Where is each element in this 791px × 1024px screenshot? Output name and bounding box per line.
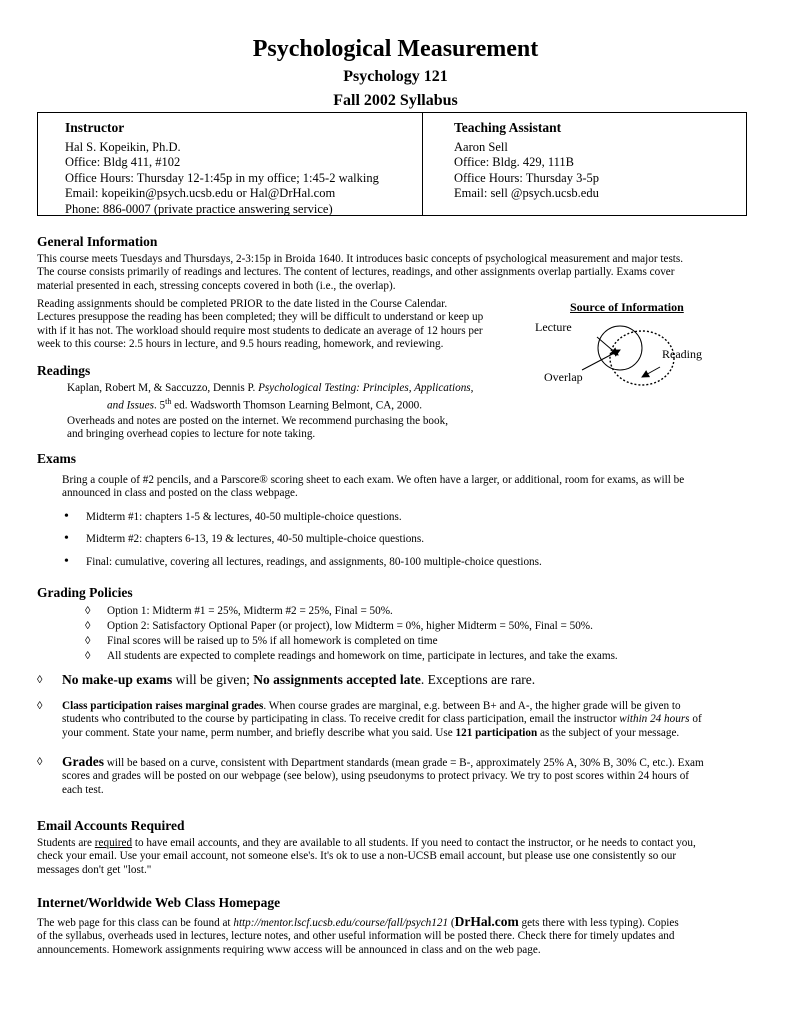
- grades-bold: Grades: [62, 754, 104, 769]
- email-text: Students are: [37, 837, 95, 849]
- citation-sup: th: [165, 397, 172, 407]
- citation-publisher: ed. Wadsworth Thomson Learning Belmont, CA, 2000.: [171, 400, 423, 413]
- ta-email: Email: sell @psych.ucsb.edu: [454, 186, 599, 201]
- grading-option: [85, 635, 438, 648]
- participation-text: your comment. State your name, perm number, and briefly describe what you said. Use: [62, 726, 456, 739]
- drhal-link[interactable]: DrHal.com: [454, 914, 519, 929]
- bullet-icon: •: [64, 531, 69, 546]
- grades-policy: [62, 755, 704, 797]
- figure-label-overlap: Overlap: [544, 370, 583, 384]
- web-text: (: [448, 917, 455, 929]
- diamond-icon: ◊: [37, 700, 43, 712]
- general-p2-line: week to this course: 2.5 hours in lecture, and 9.5 hours reading, homework, and reviewing.: [37, 338, 444, 351]
- diamond-icon: ◊: [85, 635, 91, 647]
- diamond-icon: ◊: [37, 756, 43, 768]
- exam-item: [64, 531, 425, 546]
- lecture-circle: [598, 326, 642, 370]
- general-paragraph-2: [37, 298, 483, 352]
- diamond-icon: ◊: [85, 620, 91, 632]
- general-heading: General Information: [37, 234, 158, 249]
- term-label: Fall 2002 Syllabus: [333, 92, 458, 109]
- overlap-arrow: [582, 350, 620, 370]
- ta-name: Aaron Sell: [454, 139, 508, 154]
- contact-box: [37, 112, 747, 216]
- email-heading: Email Accounts Required: [37, 818, 185, 833]
- readings-note-line: and bringing overhead copies to lecture for note taking.: [67, 428, 316, 441]
- web-paragraph: [37, 915, 679, 957]
- ta-column: [454, 120, 599, 202]
- instructor-office: Office: Bldg 411, #102: [65, 155, 181, 170]
- instructor-email: Email: kopeikin@psych.ucsb.edu or Hal@DrHal.com: [65, 186, 336, 201]
- ta-hours: Office Hours: Thursday 3-5p: [454, 170, 599, 185]
- makeup-policy: [62, 672, 535, 688]
- grading-option-text: Option 1: Midterm #1 = 25%, Midterm #2 = 25%, Final = 50%.: [107, 605, 393, 617]
- citation-title-cont: and Issues: [107, 400, 154, 413]
- readings-note: [67, 415, 448, 442]
- citation-authors: Kaplan, Robert M, & Saccuzzo, Dennis P.: [67, 382, 259, 394]
- instructor-column: [65, 120, 379, 218]
- instructor-heading: Instructor: [65, 120, 125, 135]
- exams-heading: Exams: [37, 451, 77, 466]
- participation-policy: [62, 700, 702, 740]
- contact-divider: [422, 113, 423, 215]
- exams-intro-line: Bring a couple of #2 pencils, and a Parscore® scoring sheet to each exam. We often have a larger, or additional, room for exams, as will be: [62, 474, 685, 486]
- exam-item-text: Midterm #2: chapters 6-13, 19 & lectures, 40-50 multiple-choice questions.: [86, 533, 425, 545]
- citation-edition: . 5: [153, 400, 166, 413]
- grading-option: [85, 620, 593, 633]
- grading-option: [85, 605, 393, 618]
- participation-text: students who contributed to the course by participating in class. To receive credit for class participation, email the instructor: [62, 713, 620, 726]
- exams-intro: [62, 474, 684, 501]
- email-text: messages don't get "lost.": [37, 863, 152, 876]
- readings-note-line: Overheads and notes are posted on the internet. We recommend purchasing the book,: [67, 415, 449, 427]
- exam-item-text: Midterm #1: chapters 1-5 & lectures, 40-50 multiple-choice questions.: [86, 511, 402, 523]
- general-p2-line: Reading assignments should be completed PRIOR to the date listed in the Course Calendar.: [37, 298, 448, 310]
- exam-item-text: Final: cumulative, covering all lectures, readings, and assignments, 80-100 multiple-choice questions.: [86, 556, 542, 568]
- figure-label-reading: Reading: [662, 347, 702, 361]
- makeup-text: will be given;: [172, 672, 254, 687]
- participation-italic: within 24 hours: [619, 713, 690, 726]
- participation-subject: 121 participation: [455, 726, 538, 739]
- email-underline: required: [94, 837, 133, 849]
- figure-label-lecture: Lecture: [535, 320, 572, 334]
- web-text: announcements. Homework assignments requiring www access will be announced in class and on the web page.: [37, 943, 541, 956]
- course-url-link[interactable]: http://mentor.lscf.ucsb.edu/course/fall/psych121: [233, 917, 449, 929]
- grades-text: will be based on a curve, consistent with Department standards (mean grade = B-, approximately 25% A, 30% B, 30% C, etc.). Exam: [104, 757, 704, 769]
- grading-option: [85, 650, 618, 663]
- participation-text: as the subject of your message.: [537, 726, 680, 739]
- email-paragraph: [37, 837, 696, 877]
- citation-title: Psychological Testing: Principles, Applications,: [258, 382, 474, 394]
- general-p2-line: with if it has not. The workload should require most students to dedicate an average of 12 hours per: [37, 324, 483, 337]
- email-text: to have email accounts, and they are available to all students. If you need to contact the instructor, or he needs to contact you,: [132, 837, 696, 849]
- readings-citation: [67, 382, 473, 414]
- diamond-icon: ◊: [85, 650, 91, 662]
- web-text: The web page for this class can be found at: [37, 917, 234, 929]
- figure-title: Source of Information: [570, 300, 684, 314]
- instructor-hours: Office Hours: Thursday 12-1:45p in my office; 1:45-2 walking: [65, 170, 379, 185]
- participation-text: of: [689, 713, 702, 726]
- reading-arrow: [642, 367, 660, 377]
- participation-bold: Class participation raises marginal grades: [62, 700, 264, 712]
- participation-text: . When course grades are marginal, e.g. between B+ and A-, the higher grade will be given to: [263, 700, 681, 712]
- page-title: Psychological Measurement: [252, 36, 539, 62]
- grading-option-text: All students are expected to complete readings and homework on time, participate in lectures, and take the exams.: [107, 650, 618, 662]
- general-p2-line: Lectures presuppose the reading has been completed; they will be difficult to understand or keep up: [37, 311, 484, 324]
- grades-text: scores and grades will be posted on our webpage (see below), using pseudonyms to protect privacy. We try to post scores within 24 hours of: [62, 770, 690, 783]
- email-text: check your email. Use your email account, not someone else's. It's ok to use a non-UCSB email account, but please use one consistently so our: [37, 850, 677, 863]
- instructor-name: Hal S. Kopeikin, Ph.D.: [65, 139, 181, 154]
- web-heading: Internet/Worldwide Web Class Homepage: [37, 895, 281, 910]
- web-text: gets there with less typing). Copies: [518, 917, 679, 929]
- exam-item: [64, 554, 542, 569]
- ta-office: Office: Bldg. 429, 111B: [454, 155, 575, 170]
- exams-intro-line: announced in class and posted on the class webpage.: [62, 487, 298, 500]
- instructor-phone: Phone: 886-0007 (private practice answering service): [65, 201, 333, 216]
- ta-heading: Teaching Assistant: [454, 120, 562, 135]
- late-text: . Exceptions are rare.: [420, 672, 536, 687]
- bullet-icon: •: [64, 509, 69, 524]
- grades-text: each test.: [62, 783, 104, 796]
- grading-heading: Grading Policies: [37, 585, 133, 600]
- grading-option-text: Option 2: Satisfactory Optional Paper (or project), low Midterm = 0%, higher Midterm = 50%, Final = 50%.: [107, 620, 593, 632]
- general-p1-line: This course meets Tuesdays and Thursdays, 2-3:15p in Broida 1640. It introduces basic concepts of psychological measurement and major tests.: [37, 253, 684, 265]
- bullet-icon: •: [64, 554, 69, 569]
- late-bold: No assignments accepted late: [253, 672, 421, 687]
- readings-heading: Readings: [37, 363, 91, 378]
- diamond-icon: ◊: [85, 605, 91, 617]
- general-p1-line: The course consists primarily of readings and lectures. The content of lectures, readings, and other assignments overlap partially. Exams cover: [37, 266, 675, 279]
- general-paragraph-1: [37, 253, 683, 293]
- grading-option-text: Final scores will be raised up to 5% if all homework is completed on time: [107, 635, 438, 647]
- exam-item: [64, 509, 402, 524]
- web-text: of the syllabus, overheads used in lectures, lecture notes, and other useful information will be posted there. Check there for timely updates and: [37, 930, 675, 943]
- general-p1-line: material presented in each, stressing concepts covered in both (i.e., the overlap).: [37, 279, 396, 292]
- diamond-icon: ◊: [37, 674, 43, 686]
- makeup-bold: No make-up exams: [62, 672, 173, 687]
- course-number: Psychology 121: [343, 68, 448, 85]
